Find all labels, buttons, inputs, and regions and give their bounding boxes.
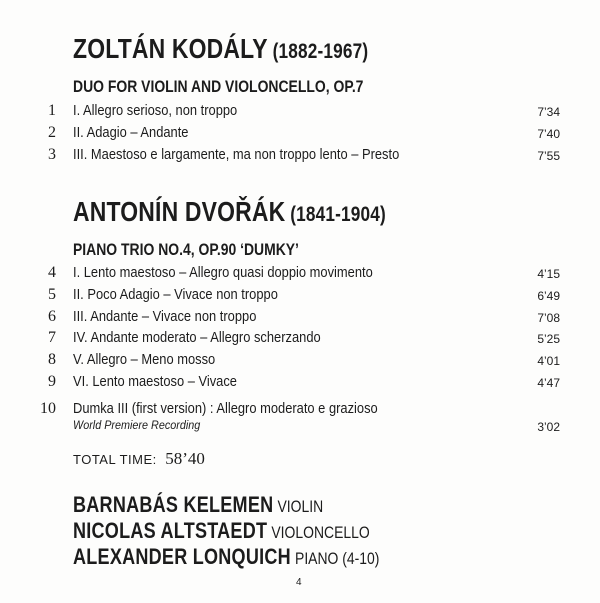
track-number: 10 bbox=[40, 400, 56, 417]
track-number: 5 bbox=[48, 286, 56, 303]
track-duration: 7’40 bbox=[537, 127, 560, 141]
total-time-label: TOTAL TIME: bbox=[73, 452, 157, 467]
performer-line bbox=[73, 518, 370, 544]
track-number: 6 bbox=[48, 308, 56, 325]
total-time-value: 58’40 bbox=[165, 449, 205, 468]
composer-years: (1882-1967) bbox=[272, 40, 369, 63]
track-title: III. Maestoso e largamente, ma non troppo lento – Presto bbox=[73, 146, 400, 163]
track-title: II. Adagio – Andante bbox=[73, 124, 189, 141]
track-title: II. Poco Adagio – Vivace non troppo bbox=[73, 286, 278, 303]
performer-name: ALEXANDER LONQUICH bbox=[73, 544, 291, 569]
track-title: VI. Lento maestoso – Vivace bbox=[73, 373, 237, 390]
track-number: 1 bbox=[48, 102, 56, 119]
track-row bbox=[0, 102, 600, 124]
performer-instrument: VIOLONCELLO bbox=[271, 523, 370, 542]
track-title: I. Lento maestoso – Allegro quasi doppio movimento bbox=[73, 264, 373, 281]
premiere-note: World Premiere Recording bbox=[73, 418, 201, 432]
total-time bbox=[73, 449, 205, 469]
page-number: 4 bbox=[296, 577, 302, 588]
performer-instrument: VIOLIN bbox=[277, 497, 324, 516]
composer-name: ANTONÍN DVOŘÁK bbox=[73, 196, 286, 227]
track-number: 9 bbox=[48, 373, 56, 390]
track-row bbox=[0, 264, 600, 286]
performer-line bbox=[73, 492, 323, 518]
track-row bbox=[0, 329, 600, 351]
track-duration: 4’01 bbox=[537, 354, 560, 368]
work-title-duo: DUO FOR VIOLIN AND VIOLONCELLO, OP.7 bbox=[73, 77, 364, 96]
track-number: 4 bbox=[48, 264, 56, 281]
composer-name: ZOLTÁN KODÁLY bbox=[73, 33, 268, 64]
composer-heading-kodaly bbox=[73, 33, 368, 65]
track-duration: 4’47 bbox=[537, 376, 560, 390]
track-row bbox=[0, 146, 600, 168]
track-title: I. Allegro serioso, non troppo bbox=[73, 102, 238, 119]
track-row bbox=[0, 373, 600, 395]
track-duration: 6’49 bbox=[537, 289, 560, 303]
track-number: 8 bbox=[48, 351, 56, 368]
composer-heading-dvorak bbox=[73, 196, 386, 228]
track-title: Dumka III (first version) : Allegro moderato e grazioso bbox=[73, 400, 378, 417]
track-row bbox=[0, 308, 600, 330]
track-number: 3 bbox=[48, 146, 56, 163]
performer-instrument: PIANO (4-10) bbox=[295, 549, 380, 568]
track-number: 2 bbox=[48, 124, 56, 141]
track-duration: 5’25 bbox=[537, 332, 560, 346]
track-duration: 3’02 bbox=[537, 420, 560, 434]
performer-name: NICOLAS ALTSTAEDT bbox=[73, 518, 268, 543]
track-number: 7 bbox=[48, 329, 56, 346]
track-row bbox=[0, 351, 600, 373]
track-duration: 7’34 bbox=[537, 105, 560, 119]
work-title-dumky: PIANO TRIO NO.4, OP.90 ‘DUMKY’ bbox=[73, 240, 299, 259]
performer-line bbox=[73, 544, 379, 570]
track-duration: 7’08 bbox=[537, 311, 560, 325]
composer-years: (1841-1904) bbox=[290, 203, 386, 226]
track-duration: 4’15 bbox=[537, 267, 560, 281]
track-title: V. Allegro – Meno mosso bbox=[73, 351, 216, 368]
performer-name: BARNABÁS KELEMEN bbox=[73, 492, 274, 517]
track-row bbox=[0, 286, 600, 308]
track-title: IV. Andante moderato – Allegro scherzando bbox=[73, 329, 321, 346]
track-title: III. Andante – Vivace non troppo bbox=[73, 308, 257, 325]
track-row bbox=[0, 124, 600, 146]
track-duration: 7’55 bbox=[537, 149, 560, 163]
